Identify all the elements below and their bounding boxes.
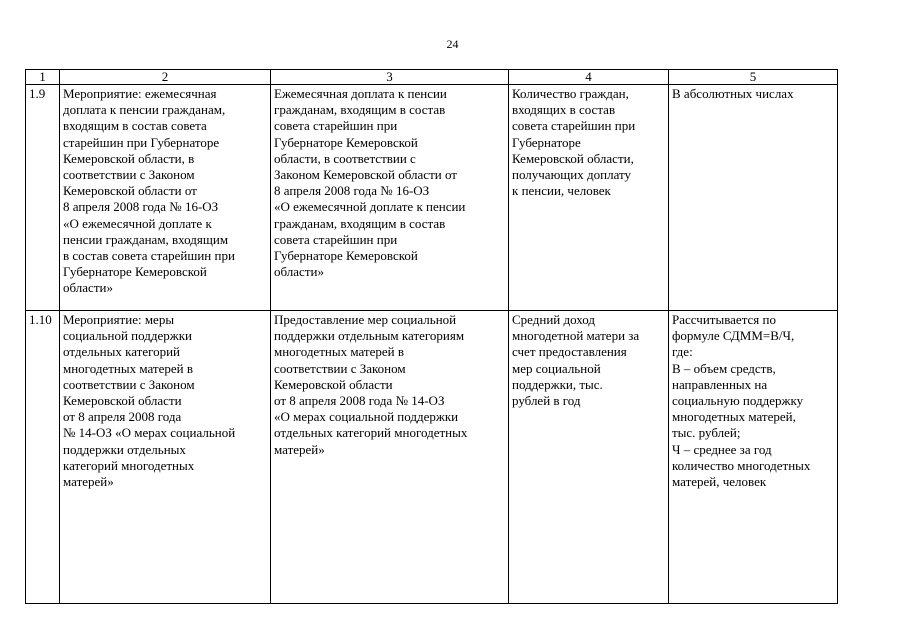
table-header-row — [26, 70, 838, 85]
page-number: 24 — [446, 37, 459, 51]
table-row — [26, 85, 838, 311]
row-number-cell: 1.10 — [26, 311, 60, 604]
description-cell: Предоставление мер социальной поддержки отдельным категориям многодетных матерей в соответствии с Законом Кемеровской области от 8 апреля 2008 года № 14-ОЗ «О мерах социальной поддержки отдельных категорий многодетных матерей» — [271, 311, 509, 604]
header-cell-5: 5 — [669, 70, 838, 85]
method-cell: Рассчитывается по формуле СДММ=В/Ч, где: В – объем средств, направленных на социальную поддержку многодетных матерей, тыс. рублей; Ч – среднее за год количество многодетных матерей, человек — [669, 311, 838, 604]
measure-cell: Мероприятие: меры социальной поддержки отдельных категорий многодетных матерей в соответствии с Законом Кемеровской области от 8 апреля 2008 года № 14-ОЗ «О мерах социальной поддержки отдельных категорий многодетных матерей» — [60, 311, 271, 604]
indicators-table — [25, 69, 838, 604]
header-cell-3: 3 — [271, 70, 509, 85]
description-cell: Ежемесячная доплата к пенсии гражданам, входящим в состав совета старейшин при Губернаторе Кемеровской области, в соответствии с Законом Кемеровской области от 8 апреля 2008 года № 16-ОЗ «О ежемесячной доплате к пенсии гражданам, входящим в состав совета старейшин при Губернаторе Кемеровской области» — [271, 85, 509, 311]
row-number-cell: 1.9 — [26, 85, 60, 311]
table-row — [26, 311, 838, 604]
header-cell-2: 2 — [60, 70, 271, 85]
method-cell: В абсолютных числах — [669, 85, 838, 311]
header-cell-4: 4 — [509, 70, 669, 85]
measure-cell: Мероприятие: ежемесячная доплата к пенсии гражданам, входящим в состав совета старейшин при Губернаторе Кемеровской области, в соответствии с Законом Кемеровской области от 8 апреля 2008 года № 16-ОЗ «О ежемесячной доплате к пенсии гражданам, входящим в состав совета старейшин при Губернаторе Кемеровской области» — [60, 85, 271, 311]
header-cell-1: 1 — [26, 70, 60, 85]
indicator-cell: Средний доход многодетной матери за счет предоставления мер социальной поддержки, тыс. рублей в год — [509, 311, 669, 604]
indicator-cell: Количество граждан, входящих в состав совета старейшин при Губернаторе Кемеровской области, получающих доплату к пенсии, человек — [509, 85, 669, 311]
